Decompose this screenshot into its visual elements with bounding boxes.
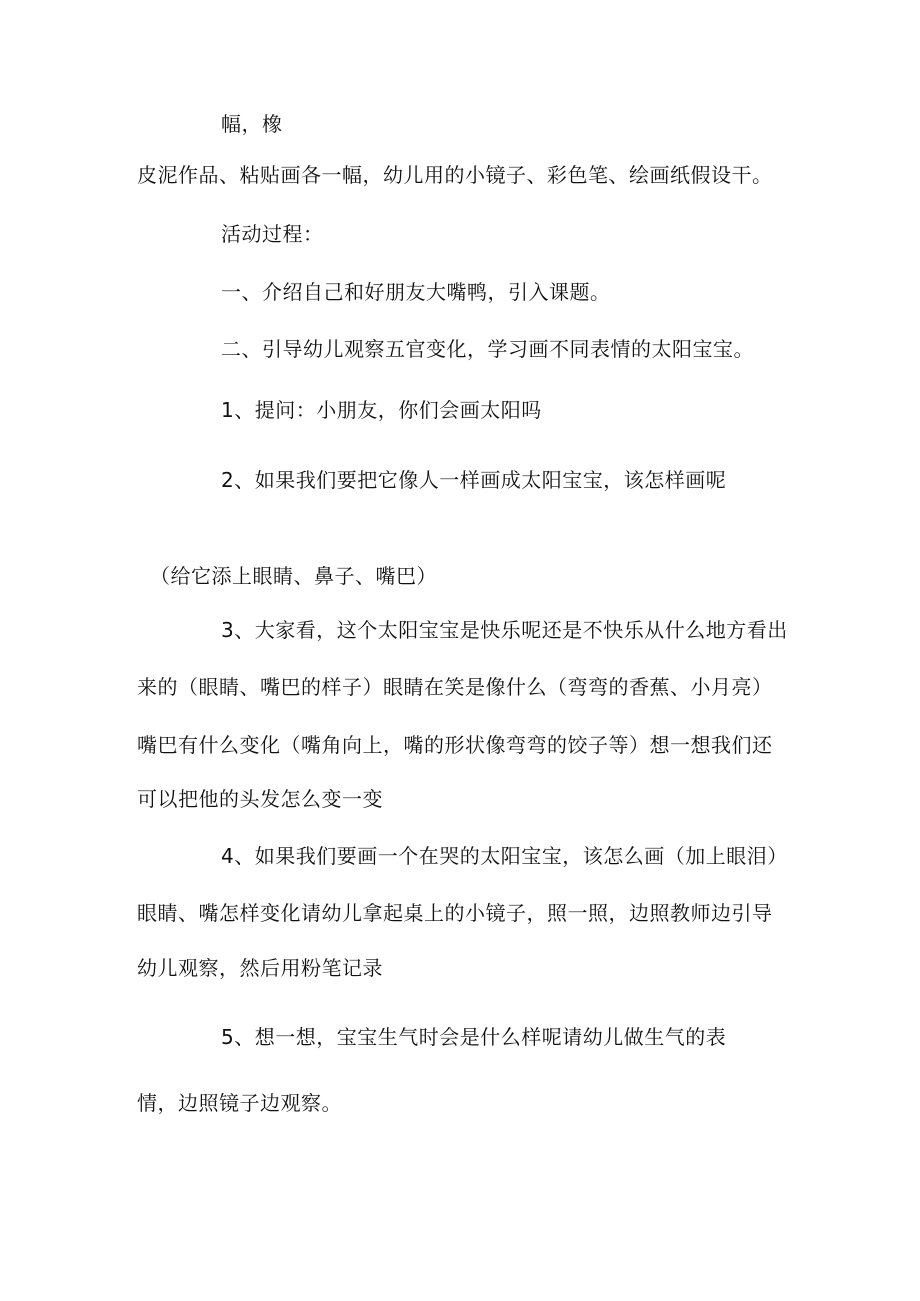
text-line-13: 4、如果我们要画一个在哭的太阳宝宝，该怎么画（加上眼泪） — [221, 844, 788, 868]
text-line-12: 可以把他的头发怎么变一变 — [137, 787, 383, 811]
text-line-17: 情，边照镜子边观察。 — [137, 1091, 342, 1115]
text-line-3: 活动过程： — [221, 222, 324, 246]
text-line-6: 1、提问：小朋友，你们会画太阳吗 — [221, 398, 542, 422]
text-line-10: 来的（眼睛、嘴巴的样子）眼睛在笑是像什么（弯弯的香蕉、小月亮） — [137, 675, 773, 699]
text-line-9: 3、大家看，这个太阳宝宝是快乐呢还是不快乐从什么地方看出 — [221, 618, 788, 642]
text-line-2: 皮泥作品、粘贴画各一幅，幼儿用的小镜子、彩色笔、绘画纸假设干。 — [137, 163, 773, 187]
text-line-4: 一、介绍自己和好朋友大嘴鸭，引入课题。 — [221, 280, 611, 304]
text-line-5: 二、引导幼儿观察五官变化，学习画不同表情的太阳宝宝。 — [221, 337, 754, 361]
text-line-14: 眼睛、嘴怎样变化请幼儿拿起桌上的小镜子，照一照，边照教师边引导 — [137, 901, 773, 925]
text-line-16: 5、想一想，宝宝生气时会是什么样呢请幼儿做生气的表 — [221, 1025, 727, 1049]
text-line-11: 嘴巴有什么变化（嘴角向上，嘴的形状像弯弯的饺子等）想一想我们还 — [137, 733, 773, 757]
text-line-1: 幅，橡 — [221, 112, 283, 136]
text-line-15: 幼儿观察，然后用粉笔记录 — [137, 956, 383, 980]
text-line-8: （给它添上眼睛、鼻子、嘴巴） — [150, 564, 437, 588]
text-line-7: 2、如果我们要把它像人一样画成太阳宝宝，该怎样画呢 — [221, 468, 727, 492]
